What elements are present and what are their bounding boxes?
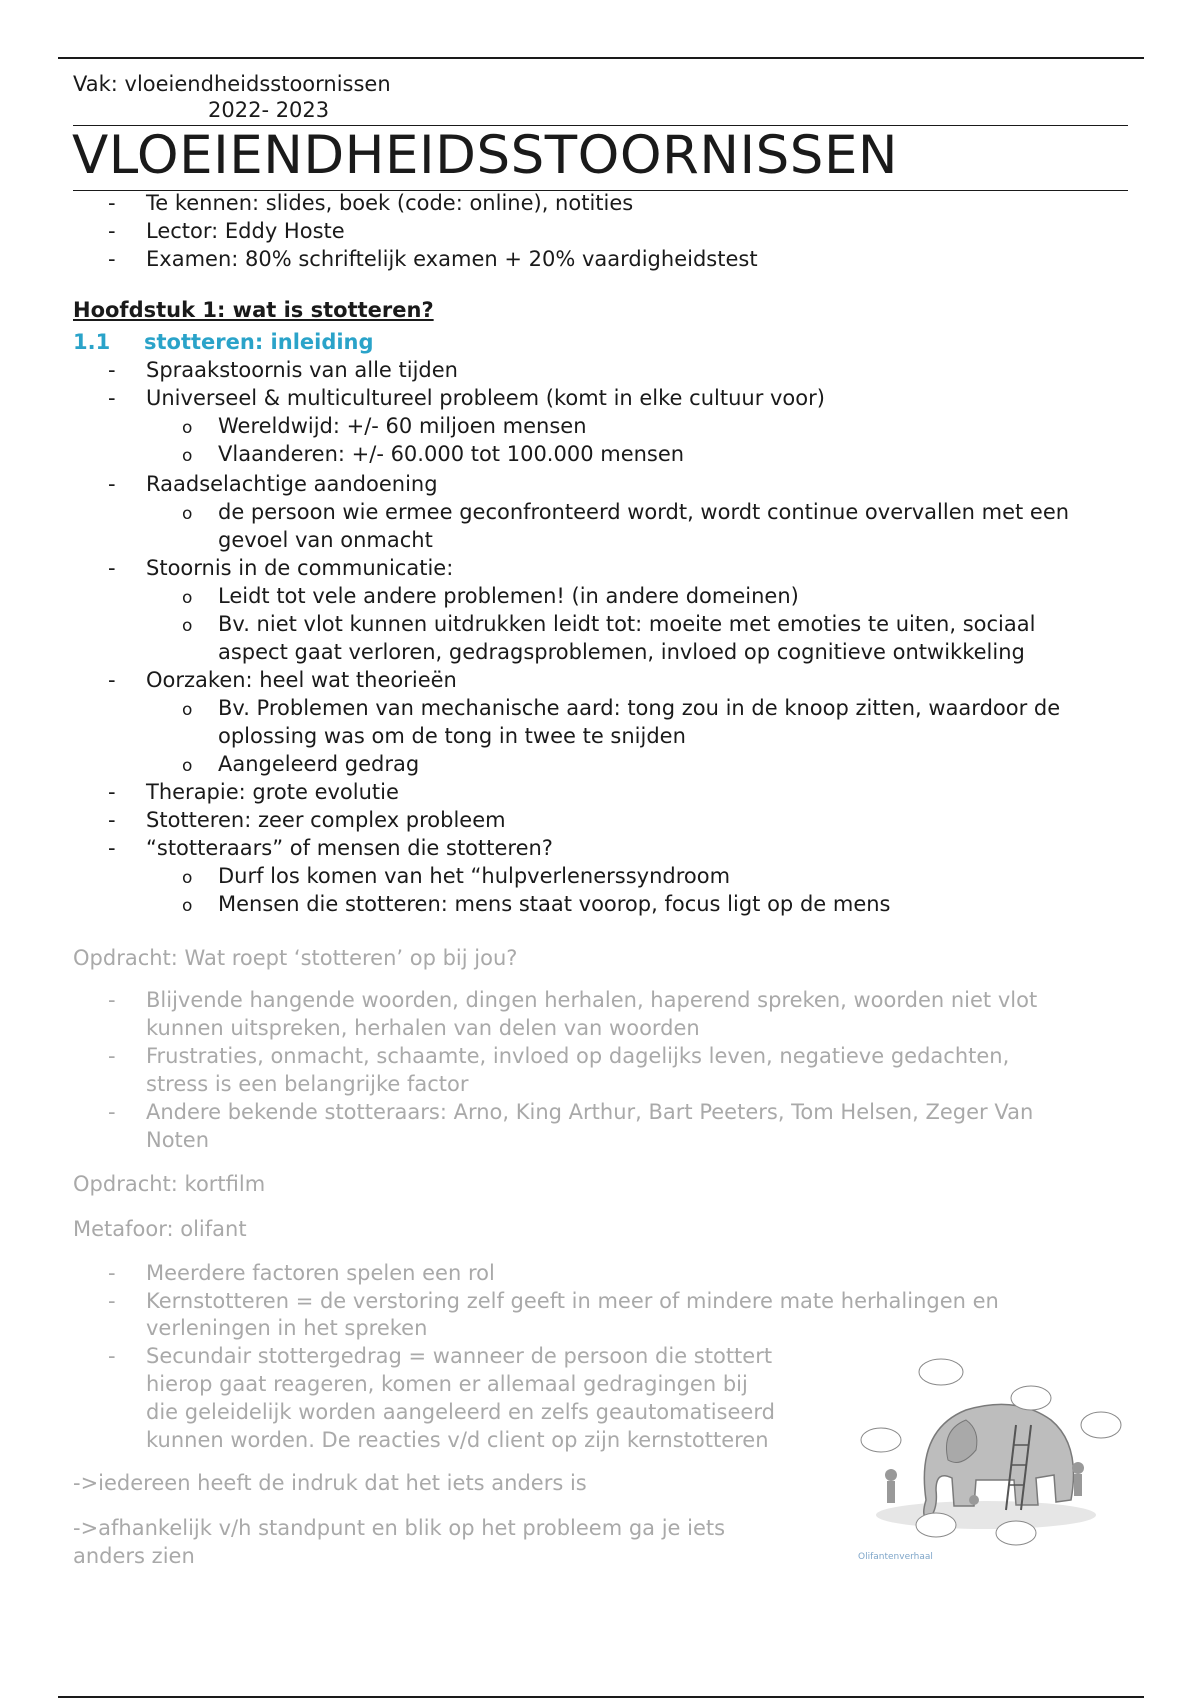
list-item: Universeel & multicultureel probleem (komt in elke cultuur voor) (146, 386, 825, 410)
note-item-continued: kunnen worden. De reacties v/d client op zijn kernstotteren (146, 1428, 769, 1452)
circle-marker: o (182, 868, 193, 888)
list-item: Oorzaken: heel wat theorieën (146, 668, 457, 692)
dash-marker: - (108, 1100, 116, 1124)
dash-marker: - (108, 1344, 116, 1368)
sub-item: Vlaanderen: +/- 60.000 tot 100.000 mensen (218, 442, 685, 466)
note-item: Andere bekende stotteraars: Arno, King Arthur, Bart Peeters, Tom Helsen, Zeger Van (146, 1100, 1034, 1124)
list-item: Stoornis in de communicatie: (146, 556, 454, 580)
sub-item: Bv. Problemen van mechanische aard: tong zou in de knoop zitten, waardoor de (218, 696, 1061, 720)
circle-marker: o (182, 588, 193, 608)
note-item-continued: stress is een belangrijke factor (146, 1072, 469, 1096)
note-item-continued: verleningen in het spreken (146, 1316, 428, 1340)
bottom-rule (58, 1696, 1144, 1698)
sub-item-continued: gevoel van onmacht (218, 528, 433, 552)
dash-marker: - (108, 556, 116, 580)
sub-item: Durf los komen van het “hulpverlenerssyndroom (218, 864, 731, 888)
list-item: “stotteraars” of mensen die stotteren? (146, 836, 553, 860)
dash-marker: - (108, 988, 116, 1012)
page-title: VLOEIENDHEIDSSTOORNISSEN (72, 125, 899, 186)
note-item-continued: kunnen uitspreken, herhalen van delen van woorden (146, 1016, 700, 1040)
assignment-heading: Opdracht: Wat roept ‘stotteren’ op bij jou? (73, 946, 518, 970)
metaphor-heading: Metafoor: olifant (73, 1217, 247, 1241)
note-item-continued: hierop gaat reageren, komen er allemaal gedragingen bij (146, 1372, 748, 1396)
assignment-heading: Opdracht: kortfilm (73, 1172, 266, 1196)
dash-marker: - (108, 1261, 116, 1285)
elephant-image (856, 1350, 1126, 1570)
course-label: Vak: vloeiendheidsstoornissen (73, 72, 391, 96)
dash-marker: - (108, 836, 116, 860)
list-item: Stotteren: zeer complex probleem (146, 808, 506, 832)
dash-marker: - (108, 1044, 116, 1068)
circle-marker: o (182, 418, 193, 438)
dash-marker: - (108, 219, 116, 243)
note-item: Secundair stottergedrag = wanneer de persoon die stottert (146, 1344, 773, 1368)
chapter-heading: Hoofdstuk 1: wat is stotteren? (73, 298, 434, 322)
dash-marker: - (108, 808, 116, 832)
sub-item: Leidt tot vele andere problemen! (in andere domeinen) (218, 584, 799, 608)
figure-caption: Olifantenverhaal (858, 1552, 933, 1562)
dash-marker: - (108, 386, 116, 410)
arrow-note: ->afhankelijk v/h standpunt en blik op het probleem ga je iets (73, 1516, 726, 1540)
circle-marker: o (182, 504, 193, 524)
academic-year: 2022- 2023 (208, 98, 330, 122)
circle-marker: o (182, 756, 193, 776)
note-item: Frustraties, onmacht, schaamte, invloed op dagelijks leven, negatieve gedachten, (146, 1044, 1010, 1068)
list-item: Raadselachtige aandoening (146, 472, 438, 496)
dash-marker: - (108, 247, 116, 271)
intro-bullet: Lector: Eddy Hoste (146, 219, 345, 243)
list-item: Spraakstoornis van alle tijden (146, 358, 458, 382)
arrow-note-continued: anders zien (73, 1544, 195, 1568)
dash-marker: - (108, 358, 116, 382)
note-item: Meerdere factoren spelen een rol (146, 1261, 495, 1285)
sub-item-continued: oplossing was om de tong in twee te snijden (218, 724, 686, 748)
note-item: Blijvende hangende woorden, dingen herhalen, haperend spreken, woorden niet vlot (146, 988, 1038, 1012)
sub-item-continued: aspect gaat verloren, gedragsproblemen, invloed op cognitieve ontwikkeling (218, 640, 1025, 664)
intro-bullet: Te kennen: slides, boek (code: online), notities (146, 191, 634, 215)
sub-item: Aangeleerd gedrag (218, 752, 420, 776)
top-rule (58, 57, 1144, 59)
sub-item: Mensen die stotteren: mens staat voorop, focus ligt op de mens (218, 892, 891, 916)
list-item: Therapie: grote evolutie (146, 780, 399, 804)
dash-marker: - (108, 191, 116, 215)
dash-marker: - (108, 1289, 116, 1313)
sub-item: Wereldwijd: +/- 60 miljoen mensen (218, 414, 587, 438)
circle-marker: o (182, 700, 193, 720)
intro-bullet: Examen: 80% schriftelijk examen + 20% vaardigheidstest (146, 247, 758, 271)
circle-marker: o (182, 446, 193, 466)
sub-item: de persoon wie ermee geconfronteerd wordt, wordt continue overvallen met een (218, 500, 1070, 524)
dash-marker: - (108, 668, 116, 692)
note-item-continued: Noten (146, 1128, 210, 1152)
section-title: stotteren: inleiding (144, 330, 374, 354)
note-item: Kernstotteren = de verstoring zelf geeft in meer of mindere mate herhalingen en (146, 1289, 999, 1313)
note-item-continued: die geleidelijk worden aangeleerd en zelfs geautomatiseerd (146, 1400, 775, 1424)
circle-marker: o (182, 896, 193, 916)
arrow-note: ->iedereen heeft de indruk dat het iets anders is (73, 1471, 587, 1495)
dash-marker: - (108, 472, 116, 496)
circle-marker: o (182, 616, 193, 636)
dash-marker: - (108, 780, 116, 804)
elephant-illustration (856, 1350, 1126, 1570)
section-number: 1.1 (73, 330, 111, 354)
sub-item: Bv. niet vlot kunnen uitdrukken leidt tot: moeite met emoties te uiten, sociaal (218, 612, 1036, 636)
